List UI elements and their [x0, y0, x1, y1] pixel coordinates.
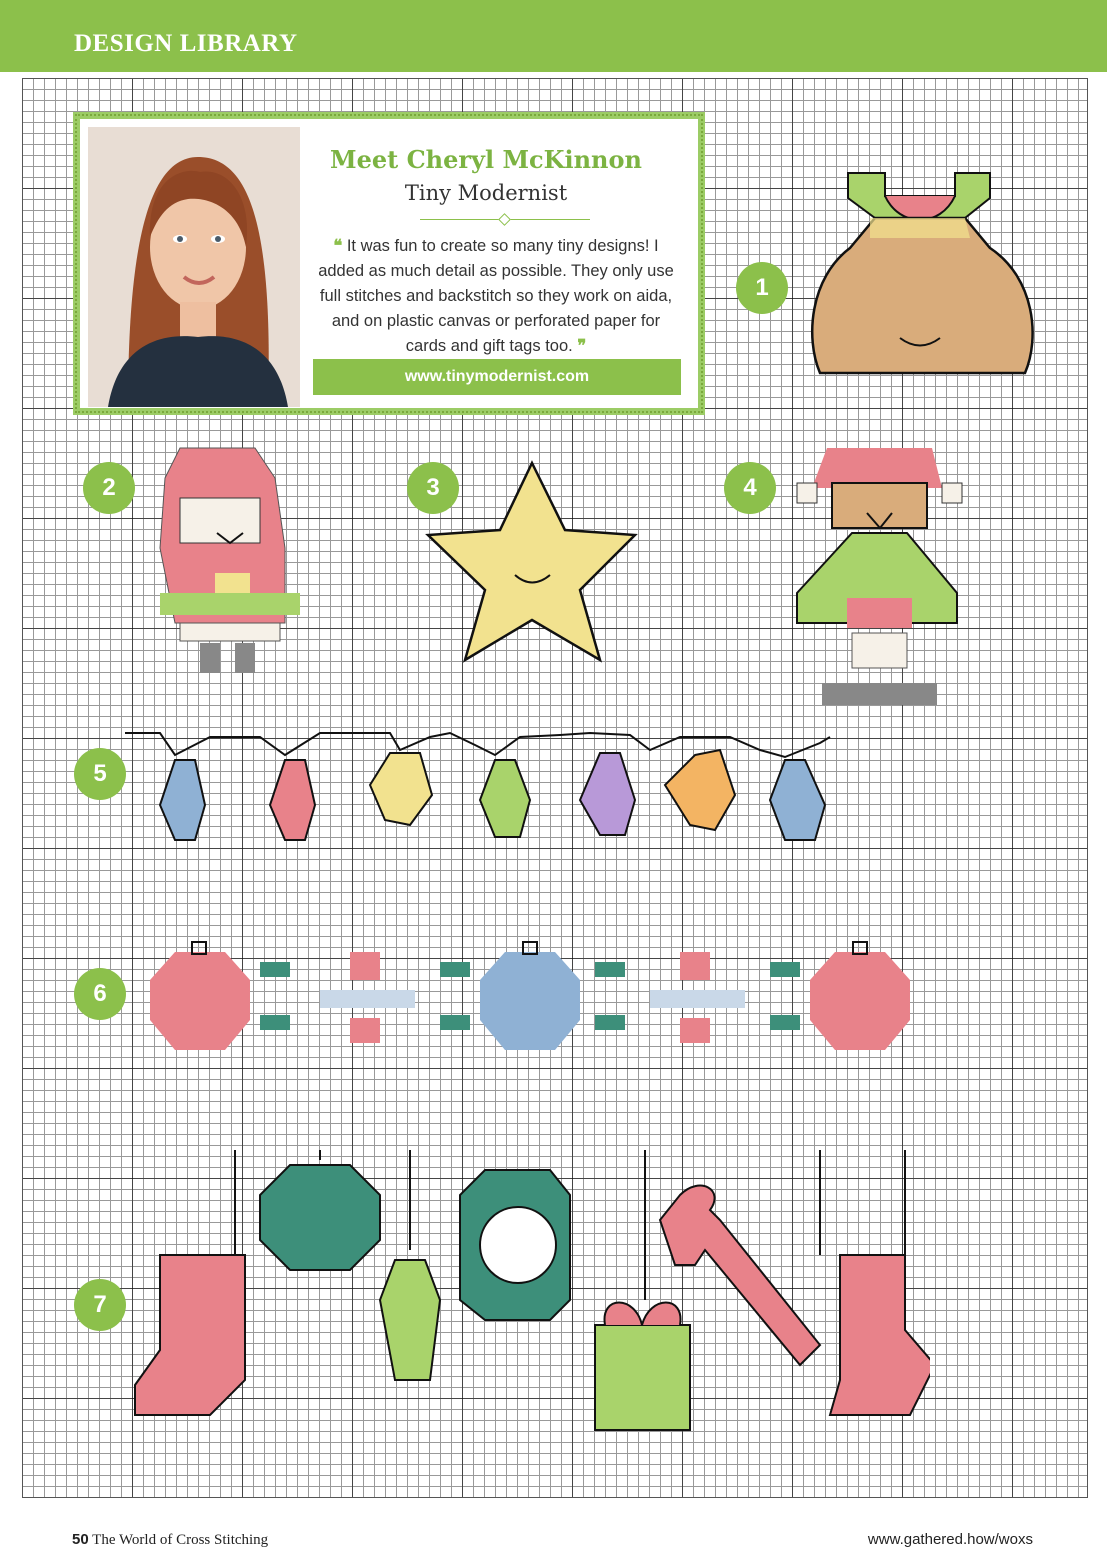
designer-quote — [316, 234, 676, 359]
design-number-2: 2 — [83, 462, 135, 514]
divider-diamond-icon — [498, 213, 511, 226]
section-title: DESIGN LIBRARY — [74, 30, 298, 57]
footer-site-link[interactable]: www.gathered.how/woxs — [867, 1531, 1033, 1548]
robin-icon — [145, 438, 310, 678]
designer-photo — [88, 127, 300, 407]
light-string-icon — [120, 725, 835, 850]
design-number-7: 7 — [74, 1279, 126, 1331]
footer-publication — [72, 1531, 268, 1549]
section-header — [0, 0, 1107, 72]
close-quote-icon: ❞ — [577, 337, 587, 355]
star-icon — [425, 460, 640, 665]
designer-website-link[interactable]: www.tinymodernist.com — [313, 359, 681, 395]
design-number-5: 5 — [74, 748, 126, 800]
designer-profile — [73, 112, 705, 415]
design-number-4: 4 — [724, 462, 776, 514]
publication-title: The World of Cross Stitching — [92, 1532, 269, 1548]
design-number-6: 6 — [74, 968, 126, 1020]
page-number: 50 — [72, 1531, 89, 1548]
design-number-1: 1 — [736, 262, 788, 314]
quote-text: It was fun to create so many tiny designs! I added as much detail as possible. They only use full stitches and backstitch so they work on aida, and on plastic canvas or perforated paper for cards and gift tags too. — [318, 237, 674, 355]
elf-icon — [792, 438, 972, 708]
bauble-border-icon — [145, 940, 915, 1055]
sack-icon — [800, 168, 1040, 383]
design-number-3: 3 — [407, 462, 459, 514]
profile-subtitle: Tiny Modernist — [404, 181, 568, 205]
profile-title: Meet Cheryl McKinnon — [330, 145, 642, 174]
open-quote-icon: ❝ — [333, 237, 343, 255]
ornaments-icon — [130, 1150, 930, 1435]
